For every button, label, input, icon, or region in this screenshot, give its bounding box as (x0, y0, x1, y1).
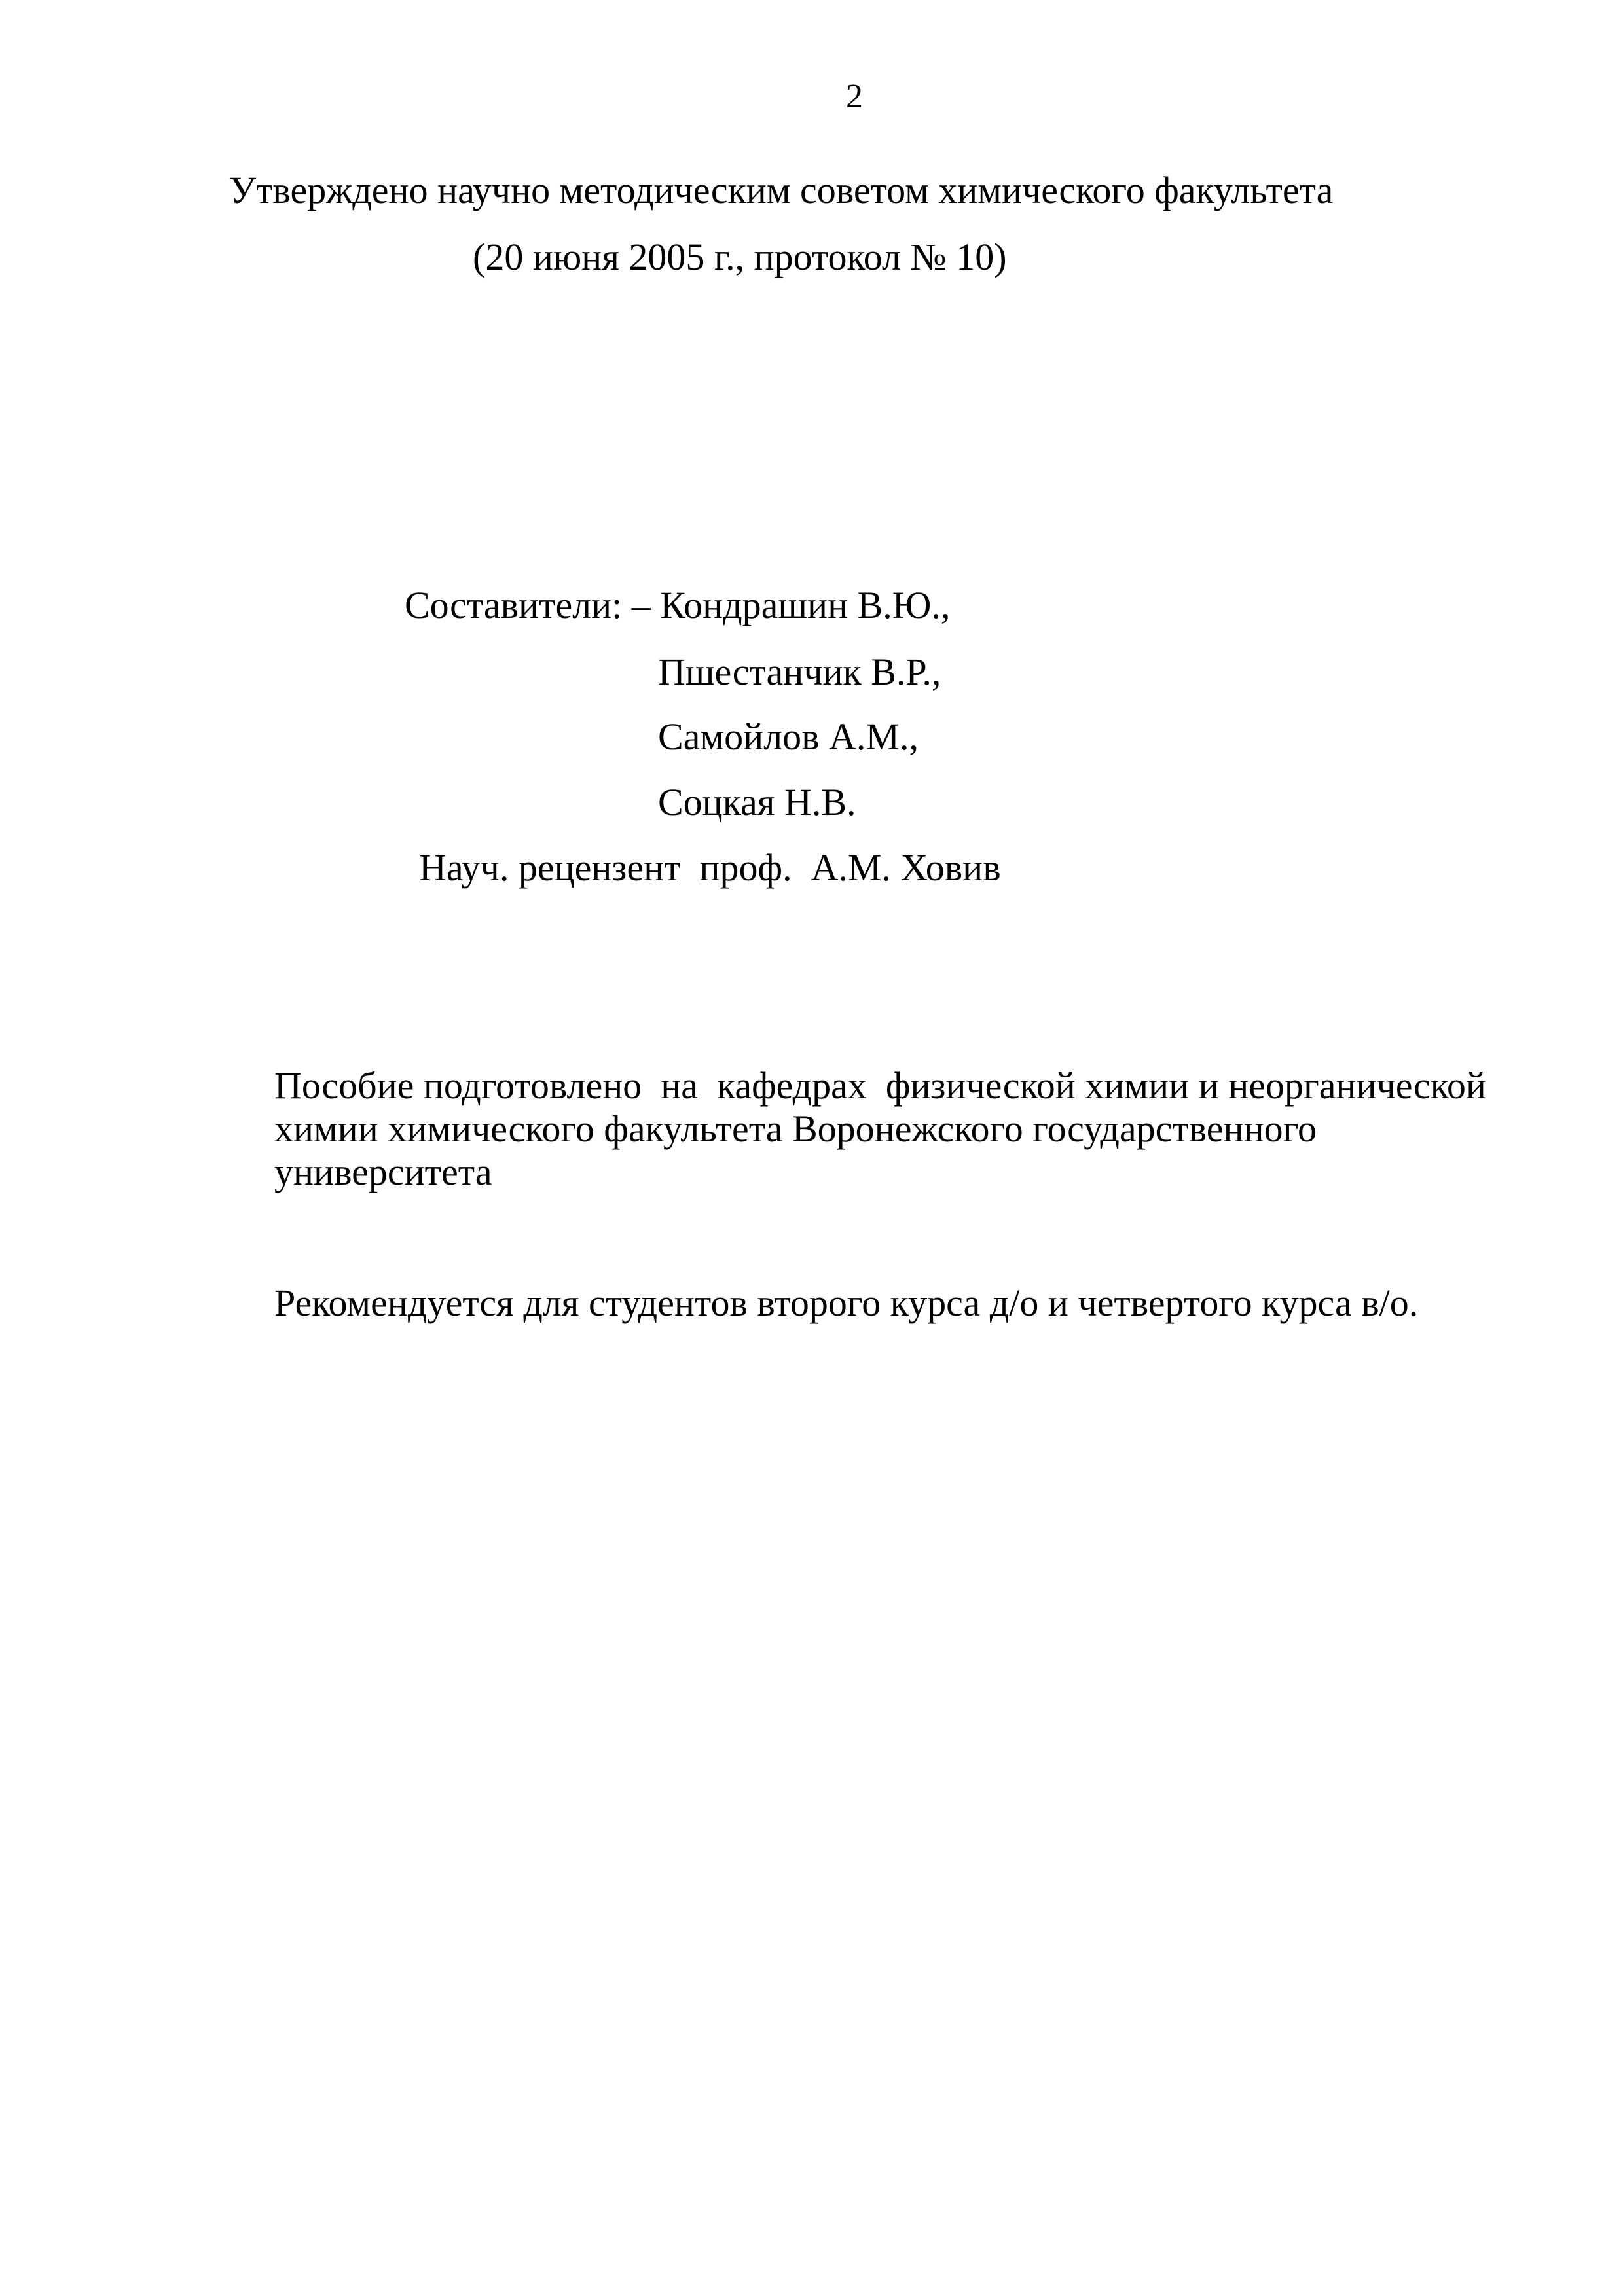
approval-statement: Утверждено научно методическим советом химического факультета (229, 169, 1334, 211)
prepared-by-line: университета (274, 1151, 492, 1193)
compiler-name: Соцкая Н.В. (658, 781, 856, 823)
compilers-line: Составители: – Кондрашин В.Ю., (405, 584, 951, 626)
approval-date-protocol: (20 июня 2005 г., протокол № 10) (473, 236, 1007, 278)
reviewer-line: Науч. рецензент проф. А.М. Ховив (419, 846, 1001, 889)
prepared-by-line: химии химического факультета Воронежского государственного (274, 1107, 1317, 1150)
compiler-name: Самойлов А.М., (658, 715, 919, 758)
prepared-by-line: Пособие подготовлено на кафедрах физической химии и неорганической (274, 1064, 1486, 1107)
recommendation-text: Рекомендуется для студентов второго курса д/о и четвертого курса в/о. (274, 1282, 1419, 1324)
page-number: 2 (846, 78, 863, 115)
compiler-name: Пшестанчик В.Р., (658, 651, 941, 693)
